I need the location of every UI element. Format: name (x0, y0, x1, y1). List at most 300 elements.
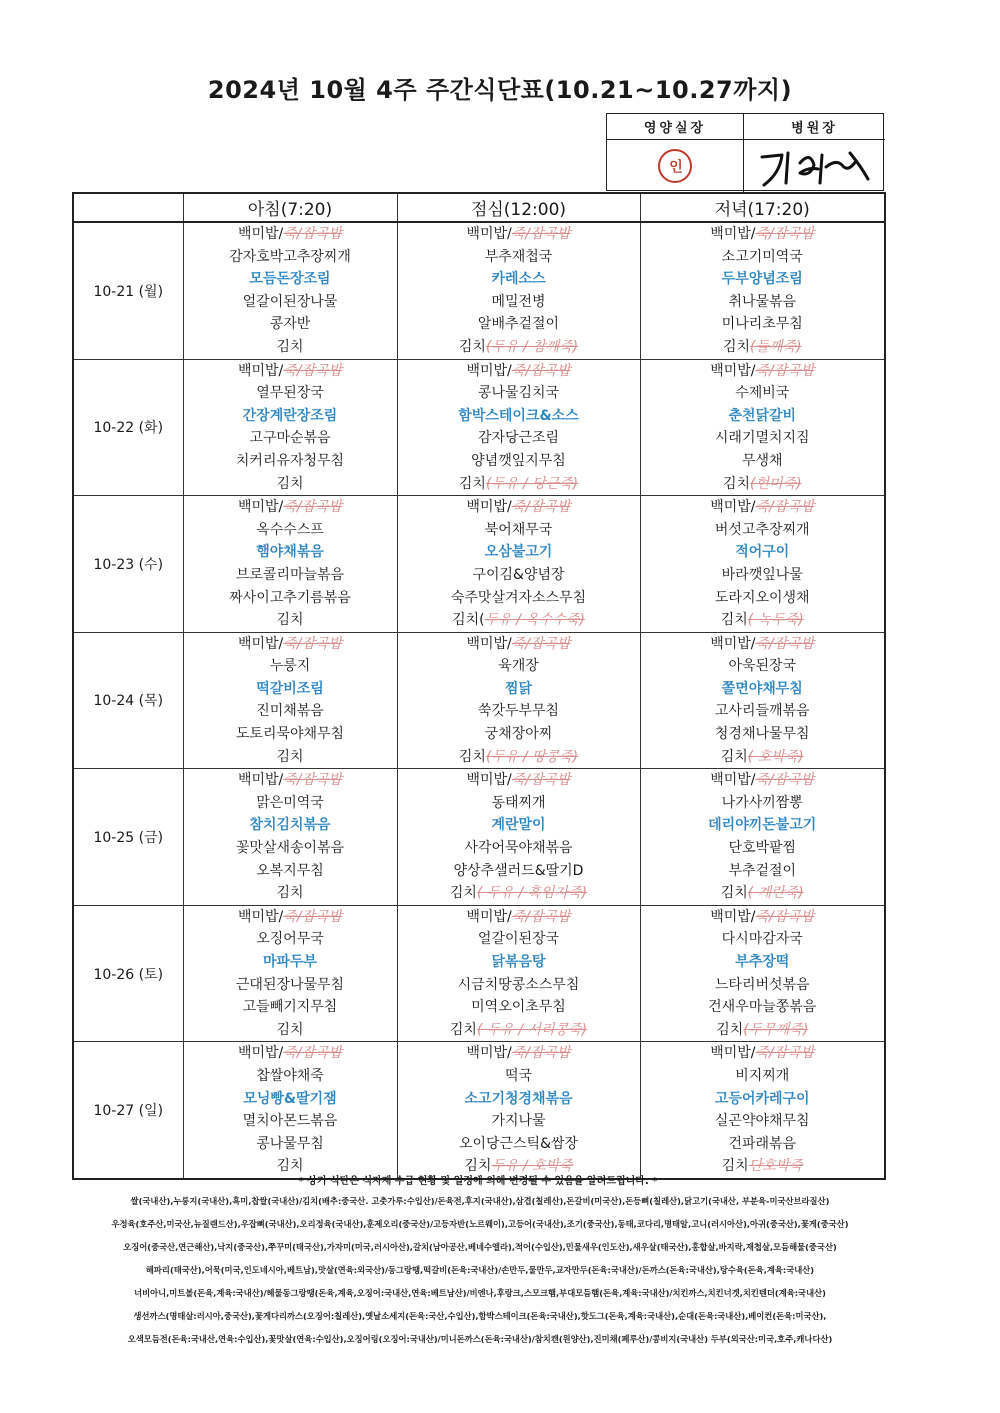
menu-item (641, 336, 885, 359)
breakfast-cell (183, 1042, 397, 1179)
menu-item-name: 모닝빵&딸기잼 (243, 1090, 337, 1107)
menu-item (184, 906, 397, 929)
menu-item (398, 496, 640, 519)
menu-item (184, 1065, 397, 1088)
menu-item-name: 알배추겉절이 (477, 316, 560, 333)
menu-item-name: 백미밥/ (466, 226, 512, 242)
menu-item-name: 백미밥/ (237, 1045, 284, 1062)
day-date: 10-26 (토) (73, 905, 183, 1042)
header-row (73, 193, 885, 222)
breakfast-cell (183, 496, 397, 633)
menu-item (184, 882, 397, 905)
menu-item-name: 부추재첩국 (484, 248, 553, 265)
menu-item (641, 678, 885, 701)
menu-item-name: 백미밥/ (710, 1045, 756, 1062)
menu-item (398, 450, 640, 473)
menu-item (641, 1133, 885, 1156)
menu-item-name: 햄야채볶음 (256, 544, 324, 561)
menu-item (184, 996, 397, 1019)
menu-item (398, 1019, 640, 1042)
menu-item-name: 도라지오이생채 (714, 589, 810, 606)
menu-item (184, 723, 397, 746)
day-row (73, 359, 885, 496)
menu-item (184, 564, 397, 587)
menu-item-name: 김치 (720, 885, 748, 902)
weekly-menu-table (72, 192, 886, 1180)
menu-item (641, 223, 885, 246)
menu-item-name: 백미밥/ (710, 908, 756, 925)
menu-item-alternative: 두유 / 옥수수죽) (484, 612, 585, 629)
menu-item (641, 1019, 885, 1042)
menu-item (641, 268, 885, 291)
menu-item-alternative: 죽/잡곡밥 (755, 1045, 815, 1062)
menu-item-name: 김치 (276, 475, 304, 492)
day-date: 10-22 (화) (73, 359, 183, 496)
menu-item-name: 가지나물 (491, 1113, 546, 1130)
menu-item-alternative: 죽/잡곡밥 (755, 772, 815, 789)
menu-item-name: 무생채 (741, 452, 783, 469)
origin-line: 해파리(태국산),어묵(미국,인도네시아,베트남),맛살(연육:외국산)/동그랑땡,떡갈비(돈육:국내산)/손만두,물만두,교자만두(돈육:국내산)/돈까스(돈육:국내산),탕수육(돈육,계육:국내산) (145, 1265, 815, 1275)
menu-item-name: 양념깻잎지무침 (471, 452, 566, 469)
menu-item (184, 427, 397, 450)
menu-item-name: 소고기미역국 (721, 248, 803, 265)
menu-item-alternative: ( 녹두죽) (747, 612, 804, 629)
menu-item-name: 김치 (722, 338, 751, 355)
menu-item (641, 860, 885, 883)
menu-item (641, 360, 885, 383)
menu-item-alternative: 죽/잡곡밥 (511, 772, 571, 789)
menu-item-alternative: (두유 / 당근죽) (485, 475, 579, 492)
menu-item (641, 655, 885, 678)
menu-item-name: 백미밥/ (237, 362, 284, 379)
menu-item (398, 313, 640, 336)
menu-item (398, 700, 640, 723)
menu-item-name: 느타리버섯볶음 (714, 976, 810, 993)
breakfast-cell (183, 359, 397, 496)
menu-item-name: 콩나물김치국 (477, 385, 560, 402)
menu-item (184, 519, 397, 542)
menu-item (184, 541, 397, 564)
menu-item-alternative: (두무깨죽) (743, 1021, 809, 1038)
menu-item-name: 김치 (449, 885, 477, 902)
menu-item-name: 미역오이초무침 (471, 999, 566, 1016)
menu-item-alternative: 죽/잡곡밥 (283, 362, 343, 379)
menu-item (184, 496, 397, 519)
menu-item (398, 882, 640, 905)
origin-line: 오징어(중국산,연근해산),낙지(중국산),쭈꾸미(태국산),가자미(미국,러시아산),갈치(남아공산,베네수엘라),적어(수입산),민물새우(인도산),새우살(태국산),홍합살,바지락,재첩살,모듬해물(중국산) (123, 1242, 837, 1252)
menu-item-name: 열무된장국 (256, 385, 324, 402)
menu-item (398, 360, 640, 383)
menu-item-alternative: 죽/잡곡밥 (755, 908, 815, 925)
origin-line: 쌀(국내산),누룽지(국내산),흑미,찹쌀(국내산)/김치(배추:중국산. 고춧가루:수입산)/돈육전,후지(국내산),삼겹(칠레산),돈갈비(미국산),돈등뼈(칠레산),닭고기(국내산, 부분육-미국산브라질산) (130, 1196, 830, 1206)
menu-item-name: 나가사끼짬뽕 (721, 794, 803, 811)
menu-item (184, 655, 397, 678)
menu-item-name: 백미밥/ (466, 908, 512, 925)
menu-item-name: 김치 (449, 1021, 477, 1038)
menu-item-name: 멸치아몬드볶음 (242, 1113, 338, 1130)
lunch-cell (397, 1042, 640, 1179)
menu-item (398, 928, 640, 951)
menu-item-alternative: 두유 / 호박죽 (491, 1158, 573, 1175)
menu-item-name: 바라깻잎나물 (721, 566, 803, 583)
menu-item-alternative: ( 두유 / 흑임자죽) (476, 885, 588, 902)
menu-item-alternative: (현미죽) (750, 475, 802, 492)
menu-item-name: 근대된장나물무침 (235, 976, 345, 993)
menu-item-name: 맑은미역국 (256, 794, 324, 811)
menu-item (641, 996, 885, 1019)
menu-item (184, 633, 397, 656)
menu-item-name: 백미밥/ (710, 772, 756, 789)
menu-item-name: 고구마순볶음 (249, 430, 331, 447)
menu-item (641, 723, 885, 746)
menu-item (398, 996, 640, 1019)
menu-item-name: 쑥갓두부무침 (477, 703, 560, 720)
dinner-cell (640, 905, 885, 1042)
menu-item-name: 적어구이 (735, 544, 790, 561)
menu-item (398, 814, 640, 837)
menu-item-alternative: 죽/잡곡밥 (511, 635, 571, 652)
menu-item-name: 김치 (722, 475, 751, 492)
corner-cell (73, 193, 183, 222)
menu-item-alternative: 죽/잡곡밥 (283, 772, 343, 789)
menu-item (398, 427, 640, 450)
menu-item-name: 누룽지 (269, 658, 311, 675)
page-title: 2024년 10월 4주 주간식단표(10.21~10.27까지) (207, 76, 793, 104)
menu-item (398, 1088, 640, 1111)
menu-item (184, 974, 397, 997)
menu-item (184, 678, 397, 701)
menu-item-name: 감자당근조림 (477, 430, 560, 447)
menu-item-name: 김치 (276, 1021, 304, 1038)
menu-item-alternative: (들깨죽) (750, 338, 802, 355)
menu-item-name: 감자호박고추장찌개 (229, 248, 351, 265)
menu-item-name: 고등어카레구이 (714, 1090, 810, 1107)
menu-item-name: 김치 (720, 748, 748, 765)
menu-item (184, 951, 397, 974)
menu-item-name: 백미밥/ (710, 362, 756, 379)
day-row (73, 222, 885, 359)
menu-item (641, 928, 885, 951)
menu-item-name: 떡갈비조림 (256, 680, 324, 697)
menu-item-name: 진미채볶음 (256, 703, 324, 720)
footer-note: * 상기 식단은 식자재 수급 현황 및 일정에 의해 변경될 수 있음을 알려드립니다. * (298, 1176, 658, 1187)
menu-item (184, 450, 397, 473)
menu-item (398, 1133, 640, 1156)
menu-item-name: 계란말이 (491, 817, 546, 834)
menu-item (641, 792, 885, 815)
menu-item-alternative: (두유 / 참깨죽) (485, 338, 579, 355)
menu-item (398, 678, 640, 701)
menu-item-name: 김치 (721, 1158, 749, 1175)
day-row (73, 632, 885, 769)
menu-item (398, 906, 640, 929)
menu-item (398, 769, 640, 792)
menu-item-alternative: 죽/잡곡밥 (511, 908, 571, 925)
breakfast-cell (183, 632, 397, 769)
menu-item-name: 김치 (464, 1158, 492, 1175)
menu-item-name: 백미밥/ (710, 499, 756, 516)
menu-item-name: 부추장떡 (735, 954, 790, 970)
menu-item (398, 291, 640, 314)
dinner-cell (640, 359, 885, 496)
dinner-cell (640, 632, 885, 769)
menu-item-name: 건파래볶음 (728, 1135, 797, 1152)
menu-item (398, 223, 640, 246)
menu-item (184, 473, 397, 496)
menu-item-name: 백미밥/ (710, 635, 756, 652)
seal-stamp-icon: 인 (658, 149, 692, 183)
menu-item-name: 숙주맛살겨자소스무침 (450, 589, 587, 606)
menu-item-name: 떡국 (504, 1067, 533, 1084)
menu-item-name: 고사리들깨볶음 (714, 703, 810, 720)
menu-item-name: 고들빼기지무침 (242, 999, 338, 1016)
menu-item (184, 313, 397, 336)
menu-item-name: 춘천닭갈비 (728, 407, 797, 424)
menu-item (184, 928, 397, 951)
menu-item (641, 837, 885, 860)
menu-item-alternative: 죽/잡곡밥 (283, 1045, 343, 1062)
menu-item-name: 부추겉절이 (728, 862, 797, 879)
menu-item (641, 564, 885, 587)
menu-item (398, 405, 640, 428)
menu-item (641, 633, 885, 656)
menu-item (641, 609, 885, 632)
menu-item-name: 실곤약야채무침 (714, 1113, 810, 1130)
menu-item-name: 옥수수스프 (256, 521, 324, 538)
col-lunch-header: 점심(12:00) (397, 193, 640, 222)
day-date: 10-27 (일) (73, 1042, 183, 1179)
menu-item-alternative: 죽/잡곡밥 (755, 362, 815, 379)
origin-line: 생선까스(명태살:러시아,중국산),꽃게다리까스(오징어:칠레산),옛날소세지(돈육:국산,수입산),함박스테이크(돈육:국내산),핫도그(돈육,계육:국내산),순대(돈육:국내산),베이컨(돈육:미국산), (133, 1311, 827, 1321)
menu-item-name: 건새우마늘쫑볶음 (708, 999, 817, 1016)
menu-item-alternative: 죽/잡곡밥 (283, 226, 343, 242)
lunch-cell (397, 496, 640, 633)
menu-item-alternative: 죽/잡곡밥 (511, 1045, 571, 1062)
menu-item-name: 김치 (276, 1158, 304, 1175)
menu-item (184, 223, 397, 246)
menu-item-alternative: 단호박죽 (748, 1158, 803, 1175)
menu-item-name: 김치 (720, 612, 748, 629)
menu-item (398, 1042, 640, 1065)
menu-item-name: 두부양념조림 (721, 271, 803, 288)
menu-item-name: 시금치땅콩소스무침 (457, 976, 580, 993)
menu-item (184, 814, 397, 837)
menu-item-name: 참치김치볶음 (249, 817, 331, 834)
menu-item-name: 궁채장아찌 (484, 726, 553, 743)
menu-item-name: 콩나물무침 (256, 1135, 324, 1152)
menu-item (398, 336, 640, 359)
menu-item-name: 마파두부 (262, 954, 318, 970)
menu-item-alternative: 죽/잡곡밥 (511, 226, 571, 242)
menu-item (641, 1065, 885, 1088)
menu-item (184, 336, 397, 359)
menu-item (184, 291, 397, 314)
menu-item (398, 1110, 640, 1133)
menu-item (398, 541, 640, 564)
approval-director-label: 병원장 (744, 114, 885, 140)
menu-item (641, 405, 885, 428)
menu-item (641, 769, 885, 792)
menu-item-alternative: 죽/잡곡밥 (755, 635, 815, 652)
menu-item (184, 1133, 397, 1156)
menu-item-name: 구이김&양념장 (472, 566, 565, 583)
menu-item-name: 백미밥/ (466, 499, 512, 516)
menu-item-name: 치커리유자청무침 (235, 452, 345, 469)
menu-item (398, 519, 640, 542)
menu-item-alternative: 죽/잡곡밥 (755, 226, 815, 242)
menu-item (398, 564, 640, 587)
menu-item-name: 비지찌개 (735, 1067, 790, 1084)
menu-item-name: 찜닭 (504, 680, 533, 697)
origin-line: 너비아니,미트볼(돈육,계육:국내산)/헤물동그랑땡(돈육,계육,오징어:국내산,연육:베트남산)/비엔나,후랑크,스모크햄,부대모듬햄(돈육,계육:국내산)/치킨까스,치킨너겟,치킨텐더(계육:국내산) (134, 1288, 826, 1298)
menu-item-name: 김치 (458, 475, 486, 492)
menu-item-name: 콩자반 (269, 316, 311, 333)
approval-stamp-cell (607, 140, 744, 192)
menu-item-name: 간장계란장조림 (242, 407, 338, 424)
menu-item-alternative: ( 계란죽) (747, 885, 804, 902)
menu-item-name: 시래기멸치지짐 (714, 430, 810, 447)
origin-line: 우정육(호주산,미국산,뉴질랜드산),우잡뼈(국내산),오리정육(국내산),훈제오리(중국산)/고등자반(노르웨이),고등어(국내산),조기(중국산),동태,코다리,명태알,고니(러시아산),아귀(중국산),꽃게(중국산) (111, 1219, 849, 1229)
menu-item-name: 브로콜리마늘볶음 (235, 566, 345, 583)
menu-item-name: 취나물볶음 (728, 293, 797, 310)
menu-item (641, 427, 885, 450)
col-breakfast-header: 아침(7:20) (183, 193, 397, 222)
day-row (73, 1042, 885, 1179)
menu-item-name: 백미밥/ (237, 499, 284, 516)
lunch-cell (397, 359, 640, 496)
menu-item (184, 405, 397, 428)
dinner-cell (640, 496, 885, 633)
lunch-cell (397, 769, 640, 906)
menu-item-name: 다시마감자국 (721, 931, 803, 948)
menu-item-name: 카레소스 (491, 271, 546, 288)
approval-nutrition-head-label: 영양실장 (607, 114, 744, 140)
menu-item-name: 단호박팥찜 (728, 840, 797, 857)
menu-item-name: 꽃맛살새송이볶음 (235, 840, 345, 857)
menu-item-name: 김치 (458, 748, 486, 765)
breakfast-cell (183, 222, 397, 359)
day-row (73, 905, 885, 1042)
menu-item-name: 닭볶음탕 (491, 954, 546, 970)
signature-icon (752, 143, 877, 189)
lunch-cell (397, 632, 640, 769)
menu-item (184, 1042, 397, 1065)
menu-item-name: 도토리묵야채무침 (235, 726, 345, 743)
approval-signature-cell (744, 140, 885, 192)
menu-item (641, 814, 885, 837)
menu-item (398, 633, 640, 656)
approval-box (606, 113, 884, 191)
menu-item-name: 아욱된장국 (728, 658, 797, 675)
menu-item (184, 587, 397, 610)
menu-item-name: 김치( (452, 612, 485, 629)
menu-item (641, 246, 885, 269)
menu-item-name: 메밀전병 (491, 293, 546, 310)
menu-item (184, 609, 397, 632)
menu-item (641, 313, 885, 336)
lunch-cell (397, 905, 640, 1042)
menu-item (641, 700, 885, 723)
menu-item (184, 246, 397, 269)
menu-item (184, 360, 397, 383)
menu-item-name: 찹쌀야채죽 (256, 1067, 324, 1084)
menu-item (641, 1110, 885, 1133)
menu-item (641, 906, 885, 929)
menu-item (641, 541, 885, 564)
menu-item (398, 609, 640, 632)
menu-item-name: 버섯고추장찌개 (714, 521, 810, 538)
menu-item-name: 오이당근스틱&쌈장 (458, 1135, 579, 1152)
menu-item (398, 246, 640, 269)
menu-item (398, 382, 640, 405)
breakfast-cell (183, 905, 397, 1042)
dinner-cell (640, 769, 885, 906)
menu-item-name: 김치 (276, 748, 304, 765)
menu-item (398, 860, 640, 883)
menu-item (398, 837, 640, 860)
menu-item (641, 519, 885, 542)
menu-item (398, 587, 640, 610)
menu-item (184, 837, 397, 860)
menu-item-name: 북어채무국 (484, 521, 553, 538)
menu-item (184, 382, 397, 405)
menu-item-name: 백미밥/ (710, 226, 756, 242)
menu-item-name: 백미밥/ (237, 908, 284, 925)
day-date: 10-25 (금) (73, 769, 183, 906)
menu-item-alternative: ( 두유 / 서리콩죽) (476, 1021, 588, 1038)
menu-item-name: 육개장 (498, 658, 539, 675)
menu-item (398, 951, 640, 974)
menu-item (641, 1088, 885, 1111)
menu-item-name: 사각어묵야채볶음 (464, 840, 573, 857)
menu-item (184, 792, 397, 815)
menu-item (641, 587, 885, 610)
menu-item (398, 792, 640, 815)
menu-item-name: 백미밥/ (466, 362, 512, 379)
menu-item-name: 백미밥/ (466, 635, 512, 652)
menu-item-name: 백미밥/ (466, 772, 512, 789)
menu-item-name: 데리야끼돈불고기 (708, 817, 817, 834)
menu-item-name: 백미밥/ (237, 226, 284, 242)
menu-item-name: 얼갈이된장나물 (242, 293, 338, 310)
menu-item (184, 1088, 397, 1111)
menu-item (641, 496, 885, 519)
lunch-cell (397, 222, 640, 359)
menu-item (641, 382, 885, 405)
day-date: 10-24 (목) (73, 632, 183, 769)
menu-item-name: 모듬돈장조림 (249, 271, 331, 288)
origin-line: 오색모듬전(돈육:국내산,연육:수입산),꽃맛살(연육:수입산),오징어링(오징어:국내산)/미니돈까스(돈육:국내산)/참치캔(원양산),진미채(페루산)/콩비지(국내산) 두부(외국산:미국,호주,캐나다산) (127, 1334, 833, 1344)
menu-item (641, 746, 885, 769)
menu-item (184, 769, 397, 792)
menu-item-name: 얼갈이된장국 (477, 931, 560, 948)
menu-item (184, 860, 397, 883)
menu-item-alternative: 죽/잡곡밥 (283, 908, 343, 925)
menu-item-name: 함박스테이크&소스 (458, 407, 579, 424)
day-date: 10-23 (수) (73, 496, 183, 633)
menu-item-name: 청경채나물무침 (714, 726, 810, 743)
menu-item (398, 746, 640, 769)
menu-item (184, 746, 397, 769)
menu-item-name: 미나리초무침 (721, 316, 803, 333)
menu-item (398, 655, 640, 678)
menu-item-name: 양상추샐러드&딸기D (453, 862, 584, 879)
menu-item-name: 김치 (716, 1021, 744, 1038)
menu-item (641, 951, 885, 974)
menu-item-alternative: 죽/잡곡밥 (511, 362, 571, 379)
menu-item (641, 974, 885, 997)
menu-item (641, 473, 885, 496)
